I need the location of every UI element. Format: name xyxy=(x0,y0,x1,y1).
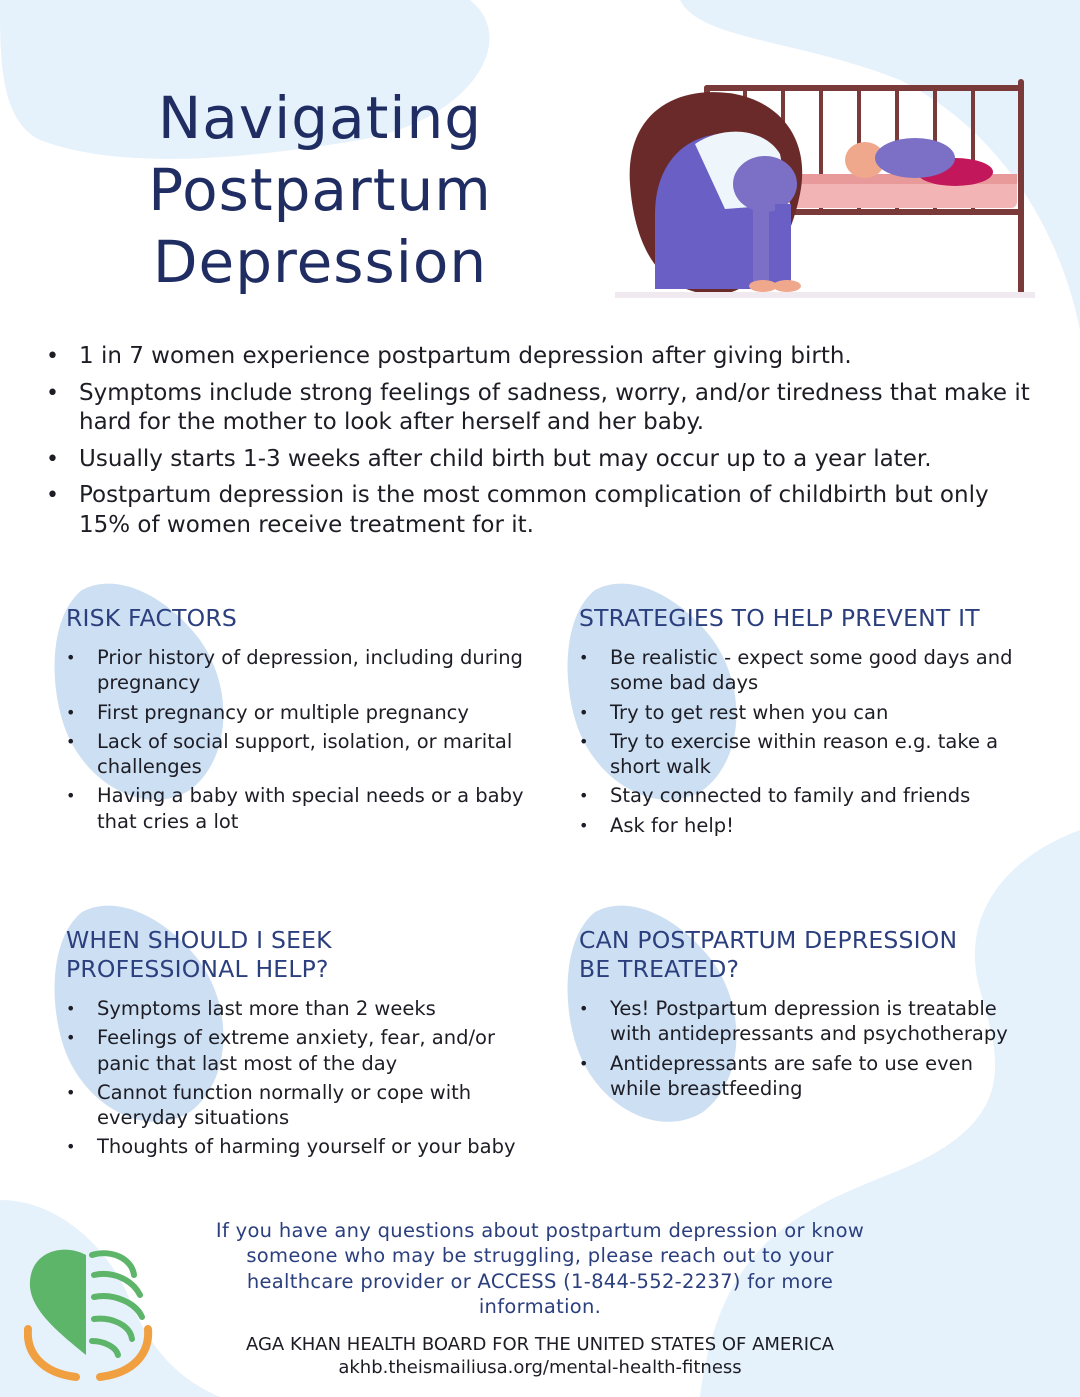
heart-brain-hands-logo xyxy=(24,1245,154,1385)
seek-help-heading-line-1: WHEN SHOULD I SEEK xyxy=(66,926,332,954)
seek-help-section xyxy=(66,926,536,1164)
title-line-1: Navigating xyxy=(157,84,483,152)
footer xyxy=(195,1218,885,1379)
title-line-3: Depression xyxy=(152,228,488,296)
seek-help-list xyxy=(66,996,536,1160)
list-item: • Thoughts of harming yourself or your baby xyxy=(66,1134,536,1159)
risk-factors-list xyxy=(66,645,526,834)
strategies-section xyxy=(579,604,1039,842)
treated-heading xyxy=(579,926,1029,984)
footer-note: If you have any questions about postpartum depression or know someone who may be struggling, please reach out to your healthcare provider or ACCESS (1-844-552-2237) for more information. xyxy=(215,1219,865,1318)
footer-organization: AGA KHAN HEALTH BOARD FOR THE UNITED STATES OF AMERICA xyxy=(245,1334,834,1356)
strategies-heading: STRATEGIES TO HELP PREVENT IT xyxy=(579,604,980,632)
list-item: • First pregnancy or multiple pregnancy xyxy=(66,700,526,725)
footer-url[interactable]: akhb.theismailiusa.org/mental-health-fitness xyxy=(338,1357,742,1379)
risk-factors-section xyxy=(66,604,526,838)
list-item: • Yes! Postpartum depression is treatable with antidepressants and psychotherapy xyxy=(579,996,1029,1047)
list-item: • Feelings of extreme anxiety, fear, and/or panic that last most of the day xyxy=(66,1025,536,1076)
treated-heading-line-2: BE TREATED? xyxy=(579,955,740,983)
list-item: • Prior history of depression, including during pregnancy xyxy=(66,645,526,696)
page-title xyxy=(100,82,540,298)
list-item: • Having a baby with special needs or a baby that cries a lot xyxy=(66,783,526,834)
title-line-2: Postpartum xyxy=(148,156,492,224)
list-item: • Antidepressants are safe to use even while breastfeeding xyxy=(579,1051,1029,1102)
mother-with-baby-in-crib-illustration xyxy=(615,74,1035,304)
risk-factors-heading: RISK FACTORS xyxy=(66,604,237,632)
intro-list xyxy=(44,342,1044,547)
list-item: • Try to get rest when you can xyxy=(579,700,1039,725)
seek-help-heading xyxy=(66,926,536,984)
list-item: • Be realistic - expect some good days and some bad days xyxy=(579,645,1039,696)
list-item: • Stay connected to family and friends xyxy=(579,783,1039,808)
intro-point: • 1 in 7 women experience postpartum depression after giving birth. xyxy=(44,342,1044,372)
list-item: • Symptoms last more than 2 weeks xyxy=(66,996,536,1021)
list-item: • Ask for help! xyxy=(579,813,1039,838)
list-item: • Lack of social support, isolation, or marital challenges xyxy=(66,729,526,780)
seek-help-heading-line-2: PROFESSIONAL HELP? xyxy=(66,955,329,983)
treated-section xyxy=(579,926,1029,1105)
intro-point: • Usually starts 1-3 weeks after child birth but may occur up to a year later. xyxy=(44,445,1044,475)
list-item: • Cannot function normally or cope with everyday situations xyxy=(66,1080,536,1131)
treated-list xyxy=(579,996,1029,1101)
strategies-list xyxy=(579,645,1039,838)
treated-heading-line-1: CAN POSTPARTUM DEPRESSION xyxy=(579,926,958,954)
list-item: • Try to exercise within reason e.g. take a short walk xyxy=(579,729,1039,780)
intro-point: • Postpartum depression is the most common complication of childbirth but only 15% of women receive treatment for it. xyxy=(44,481,1044,540)
intro-point: • Symptoms include strong feelings of sadness, worry, and/or tiredness that make it hard for the mother to look after herself and her baby. xyxy=(44,379,1044,438)
